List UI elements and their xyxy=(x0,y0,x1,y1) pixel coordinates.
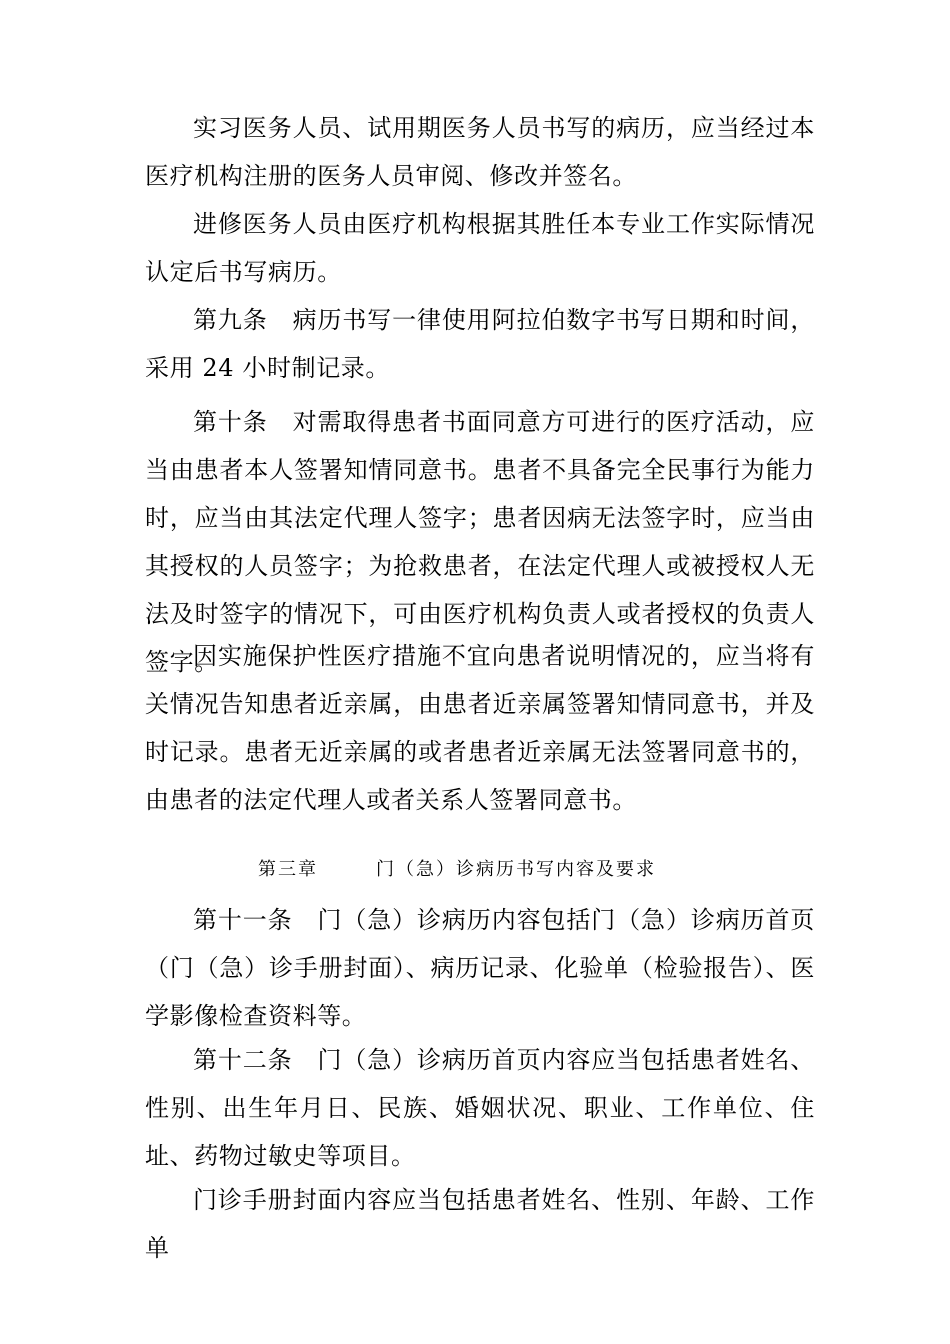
paragraph-intern-records: 实习医务人员、试用期医务人员书写的病历，应当经过本医疗机构注册的医务人员审阅、修改并签名。 xyxy=(145,114,815,190)
section-heading xyxy=(258,858,656,882)
paragraph-article-12: 第十二条 门（急）诊病历首页内容应当包括患者姓名、性别、出生年月日、民族、婚姻状况、职业、工作单位、住址、药物过敏史等项目。 xyxy=(145,1046,815,1170)
section-heading-number: 第三章 xyxy=(258,859,318,880)
paragraph-protective-measures: 因实施保护性医疗措施不宜向患者说明情况的，应当将有关情况告知患者近亲属，由患者近亲属签署知情同意书，并及时记录。患者无近亲属的或者患者近亲属无法签署同意书的，由患者的法定代理人或者关系人签署同意书。 xyxy=(145,642,815,814)
paragraph-article-11: 第十一条 门（急）诊病历内容包括门（急）诊病历首页（门（急）诊手册封面）、病历记录、化验单（检验报告）、医学影像检查资料等。 xyxy=(145,906,815,1030)
paragraph-article-10: 第十条 对需取得患者书面同意方可进行的医疗活动，应当由患者本人签署知情同意书。患者不具备完全民事行为能力时，应当由其法定代理人签字；患者因病无法签字时，应当由其授权的人员签字；为抢救患者，在法定代理人或被授权人无法及时签字的情况下，可由医疗机构负责人或者授权的负责人签字。 xyxy=(145,408,815,676)
paragraph-article-9: 第九条 病历书写一律使用阿拉伯数字书写日期和时间，采用 24 小时制记录。 xyxy=(145,306,815,382)
section-heading-title: 门（急）诊病历书写内容及要求 xyxy=(376,859,656,880)
paragraph-outpatient-booklet: 门诊手册封面内容应当包括患者姓名、性别、年龄、工作单 xyxy=(145,1186,815,1262)
paragraph-trainee-records: 进修医务人员由医疗机构根据其胜任本专业工作实际情况认定后书写病历。 xyxy=(145,210,815,286)
